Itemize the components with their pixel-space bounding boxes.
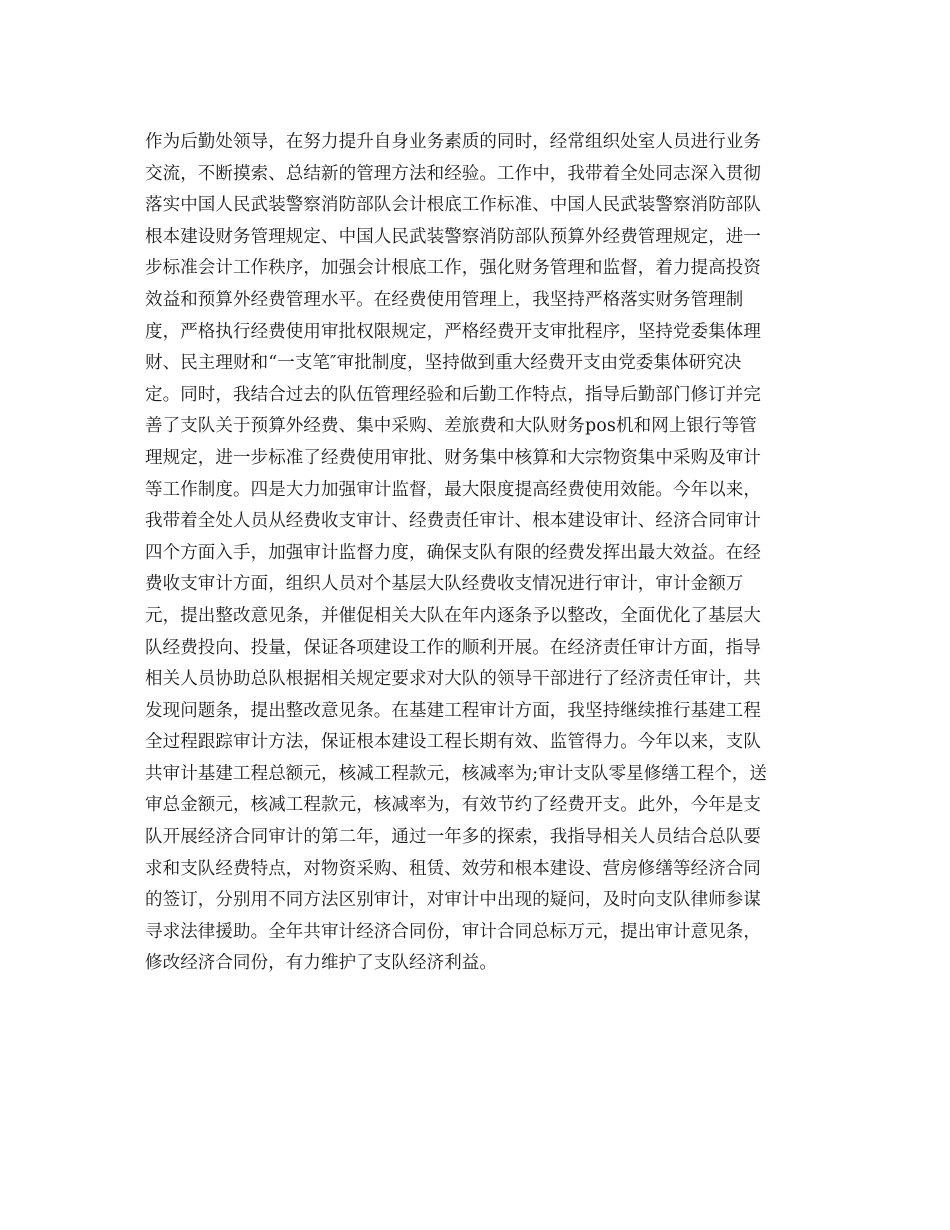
text-line: 审总金额元，核减工程款元，核减率为，有效节约了经费开支。此外，今年是支	[145, 795, 761, 816]
text-line: 队开展经济合同审计的第二年，通过一年多的探索，我指导相关人员结合总队要	[145, 827, 761, 848]
text-line: 共审计基建工程总额元，核减工程款元，核减率为;审计支队零星修缮工程个，送	[145, 763, 767, 784]
text-line: 费收支审计方面，组织人员对个基层大队经费收支情况进行审计，审计金额万	[145, 574, 744, 595]
text-line: 等工作制度。四是大力加强审计监督，最大限度提高经费使用效能。今年以来，	[145, 479, 761, 500]
text-line: 根本建设财务管理规定、中国人民武装警察消防部队预算外经费管理规定，进一	[145, 226, 761, 247]
text-line: 作为后勤处领导，在努力提升自身业务素质的同时，经常组织处室人员进行业务	[145, 132, 761, 152]
text-line: 步标准会计工作秩序，加强会计根底工作，强化财务管理和监督，着力提高投资	[145, 258, 761, 279]
text-line: 寻求法律援助。全年共审计经济合同份，审计合同总标万元，提出审计意见条，	[145, 921, 761, 942]
text-line: 相关人员协助总队根据相关规定要求对大队的领导干部进行了经济责任审计，共	[145, 669, 761, 690]
text-line: 财、民主理财和“一支笔″审批制度，坚持做到重大经费开支由党委集体研究决	[145, 353, 742, 374]
text-line: 交流，不断摸索、总结新的管理方法和经验。工作中，我带着全处同志深入贯彻	[145, 163, 761, 184]
text-line: 我带着全处人员从经费收支审计、经费责任审计、根本建设审计、经济合同审计	[145, 511, 761, 532]
text-line: 效益和预算外经费管理水平。在经费使用管理上，我坚持严格落实财务管理制	[145, 289, 744, 310]
text-line: 善了支队关于预算外经费、集中采购、差旅费和大队财务pos机和网上银行等管	[145, 416, 757, 437]
text-line: 落实中国人民武装警察消防部队会计根底工作标准、中国人民武装警察消防部队	[145, 195, 761, 216]
text-line: 的签订，分别用不同方法区别审计，对审计中出现的疑问，及时向支队律师参谋	[145, 890, 761, 911]
text-line: 定。同时，我结合过去的队伍管理经验和后勤工作特点，指导后勤部门修订并完	[145, 384, 761, 405]
text-line: 四个方面入手，加强审计监督力度，确保支队有限的经费发挥出最大效益。在经	[145, 542, 761, 563]
text-line: 求和支队经费特点，对物资采购、租赁、效劳和根本建设、营房修缮等经济合同	[145, 858, 761, 879]
text-line: 度，严格执行经费使用审批权限规定，严格经费开支审批程序，坚持党委集体理	[145, 321, 761, 342]
text-line: 理规定，进一步标准了经费使用审批、财务集中核算和大宗物资集中采购及审计	[145, 447, 761, 468]
text-line: 全过程跟踪审计方法，保证根本建设工程长期有效、监管得力。今年以来，支队	[145, 732, 761, 753]
text-line: 队经费投向、投量，保证各项建设工作的顺利开展。在经济责任审计方面，指导	[145, 637, 761, 658]
text-line: 发现问题条，提出整改意见条。在基建工程审计方面，我坚持继续推行基建工程	[145, 700, 761, 721]
body-paragraph	[145, 127, 825, 980]
text-line: 元，提出整改意见条，并催促相关大队在年内逐条予以整改，全面优化了基层大	[145, 605, 761, 626]
text-line: 修改经济合同份，有力维护了支队经济利益。	[145, 953, 497, 974]
